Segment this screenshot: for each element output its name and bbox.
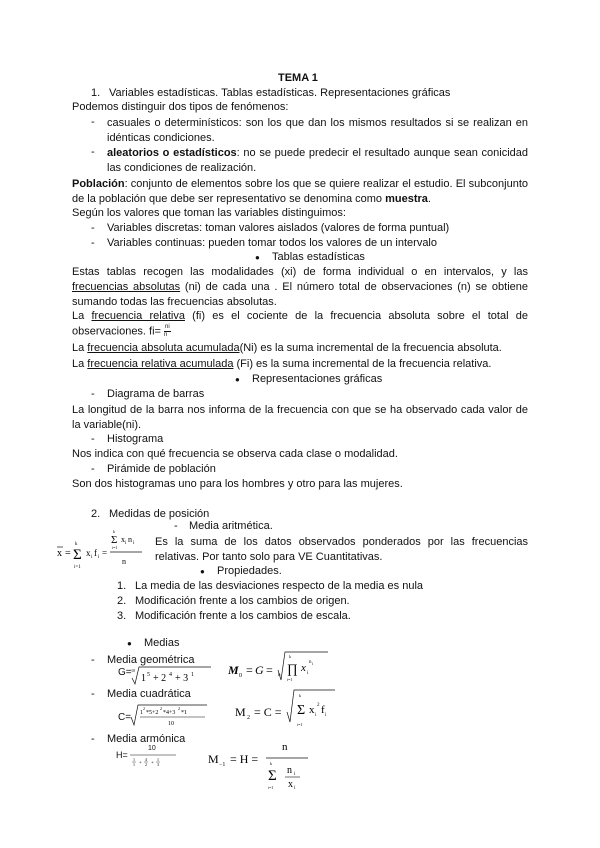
svg-text:n: n bbox=[278, 673, 281, 678]
property-item: Modificación frente a los cambios de origen. bbox=[135, 595, 350, 607]
svg-text:n: n bbox=[309, 660, 312, 665]
diagrama-barras-heading: Diagrama de barras bbox=[107, 388, 205, 400]
abs-acum-line bbox=[72, 342, 502, 354]
svg-text:2: 2 bbox=[247, 715, 250, 721]
quadratic-example bbox=[118, 712, 131, 723]
continuas-item: Variables continuas: pueden tomar todos los valores de un intervalo bbox=[107, 237, 437, 249]
svg-text:M: M bbox=[228, 663, 239, 677]
svg-text:i: i bbox=[315, 713, 317, 718]
svg-text:2: 2 bbox=[317, 703, 320, 708]
svg-text:3: 3 bbox=[157, 762, 159, 767]
quadratic-mean-formula bbox=[235, 688, 345, 736]
list-dash: - bbox=[91, 222, 95, 234]
media-cuadratica-heading: Media cuadrática bbox=[107, 688, 191, 700]
bullet-icon: ● bbox=[127, 639, 132, 648]
rel-text-b: (fi) es el cociente de la frecuencia absoluta sobre el total de observaciones. fi= bbox=[72, 310, 528, 338]
svg-text:10: 10 bbox=[131, 668, 135, 673]
intro-text: Podemos distinguir dos tipos de fenómenos: bbox=[72, 101, 289, 113]
representaciones-heading: Representaciones gráficas bbox=[252, 373, 383, 385]
property-number: 3. bbox=[117, 610, 127, 622]
list-dash: - bbox=[174, 520, 178, 532]
svg-text:=: = bbox=[246, 663, 253, 677]
muestra-term: muestra bbox=[385, 193, 428, 205]
bullet-icon: ● bbox=[200, 567, 205, 576]
svg-text:i: i bbox=[307, 671, 309, 676]
svg-text:x: x bbox=[301, 662, 306, 674]
svg-text:=: = bbox=[266, 663, 273, 677]
histograma-paragraph: Nos indica con qué frecuencia se observa cada clase o modalidad. bbox=[72, 448, 398, 460]
svg-text:10: 10 bbox=[168, 721, 174, 727]
aleatorio-definition: : no se puede predecir el resultado aunque sean conicidad las condiciones de realización. bbox=[107, 147, 528, 174]
svg-text:n: n bbox=[128, 535, 132, 544]
svg-text:*4+3: *4+3 bbox=[163, 710, 176, 716]
svg-text:M: M bbox=[235, 705, 246, 719]
svg-text:Σ: Σ bbox=[268, 768, 277, 784]
svg-text:−1: −1 bbox=[219, 762, 226, 768]
g-prefix: G= bbox=[118, 667, 132, 678]
section-1-heading: Variables estadísticas. Tablas estadísticas. Representaciones gráficas bbox=[109, 87, 451, 99]
svg-text:f: f bbox=[321, 704, 325, 716]
svg-text:1: 1 bbox=[157, 757, 159, 762]
svg-text:n: n bbox=[282, 741, 288, 753]
tablas-text-b: (ni) de cada una . El número total de observaciones (n) se obtiene sumando todas las frecuencias absolutas. bbox=[72, 281, 528, 308]
svg-text:2: 2 bbox=[143, 706, 145, 711]
property-item: La media de las desviaciones respecto de la media es nula bbox=[135, 580, 424, 592]
section-1-number: 1. bbox=[91, 87, 101, 99]
svg-text:1: 1 bbox=[133, 762, 135, 767]
svg-text:i: i bbox=[98, 555, 100, 560]
svg-text:i: i bbox=[294, 786, 296, 791]
tablas-text-a: Estas tablas recogen las modalidades (xi) de forma individual o en intervalos, y las bbox=[72, 266, 528, 278]
svg-text:1: 1 bbox=[140, 710, 143, 716]
page-title: TEMA 1 bbox=[278, 72, 318, 84]
abs-acum-b: (Ni) es la suma incremental de la frecuencia absoluta. bbox=[239, 342, 502, 354]
list-dash: - bbox=[91, 388, 95, 400]
abs-acum-a: La bbox=[72, 342, 88, 354]
barras-paragraph: La longitud de la barra nos informa de la frecuencia con que se ha observado cada valor de la variable(ni). bbox=[72, 404, 528, 431]
poblacion-definition: : conjunto de elementos sobre los que se quiere realizar el estudio. El subconjunto de la población que debe ser representativo se denomina como bbox=[72, 178, 528, 205]
svg-text:n: n bbox=[287, 765, 292, 776]
svg-text:4: 4 bbox=[169, 672, 172, 678]
svg-text:n: n bbox=[122, 557, 126, 566]
svg-text:= H =: = H = bbox=[230, 752, 259, 766]
section-2-heading: Medidas de posición bbox=[109, 508, 210, 520]
muestra-period: . bbox=[427, 193, 431, 205]
svg-text:Σ: Σ bbox=[73, 547, 82, 563]
list-dash: - bbox=[91, 463, 95, 475]
list-dash: - bbox=[91, 654, 95, 666]
svg-text:f: f bbox=[94, 548, 97, 558]
svg-text:i: i bbox=[125, 541, 127, 546]
casual-definition: : son los que dan los mismos resultados si se realizan en idénticas condiciones. bbox=[107, 117, 528, 144]
svg-text:2: 2 bbox=[178, 706, 180, 711]
frecuencia-relativa-acumulada-term: frecuencia relativa acumulada bbox=[87, 358, 234, 370]
frecuencia-relativa-paragraph bbox=[72, 309, 528, 339]
svg-text:x: x bbox=[121, 535, 125, 544]
svg-text:i: i bbox=[91, 555, 93, 560]
svg-text:∏: ∏ bbox=[287, 661, 298, 676]
svg-text:k: k bbox=[75, 542, 78, 547]
media-aritmetica-formula bbox=[55, 528, 150, 576]
svg-text:x: x bbox=[57, 548, 62, 559]
svg-text:= C =: = C = bbox=[254, 705, 282, 719]
piramide-paragraph: Son dos histogramas uno para los hombres y otro para las mujeres. bbox=[72, 478, 403, 490]
svg-text:Σ: Σ bbox=[111, 534, 118, 546]
svg-text:1: 1 bbox=[133, 757, 135, 762]
piramide-heading: Pirámide de población bbox=[107, 463, 216, 475]
svg-text:+: + bbox=[139, 761, 142, 766]
svg-text:M: M bbox=[208, 752, 219, 766]
svg-text:2: 2 bbox=[145, 762, 147, 767]
svg-text:+: + bbox=[151, 761, 154, 766]
svg-text:i=1: i=1 bbox=[112, 545, 118, 550]
media-aritmetica-heading: Media aritmética. bbox=[189, 520, 273, 532]
harmonic-example bbox=[116, 750, 128, 760]
svg-text:k: k bbox=[299, 693, 301, 698]
svg-text:4: 4 bbox=[145, 757, 147, 762]
tablas-heading: Tablas estadísticas bbox=[272, 251, 365, 263]
frecuencia-absoluta-acumulada-term: frecuencia absoluta acumulada bbox=[87, 342, 240, 354]
svg-text:G: G bbox=[255, 663, 264, 677]
rel-acum-b: (Fi) es la suma incremental de la frecuencia relativa. bbox=[233, 358, 492, 370]
fi-denominator: n bbox=[164, 332, 168, 338]
svg-text:i: i bbox=[312, 661, 314, 666]
rel-acum-a: La bbox=[72, 358, 88, 370]
histograma-heading: Histograma bbox=[107, 433, 164, 445]
harmonic-mean-formula bbox=[208, 733, 318, 793]
list-dash: - bbox=[91, 433, 95, 445]
svg-text:x: x bbox=[309, 704, 315, 716]
list-dash: - bbox=[91, 146, 95, 158]
svg-text:0: 0 bbox=[239, 673, 242, 679]
rel-text-a: La bbox=[72, 310, 92, 322]
poblacion-term: Población bbox=[72, 178, 125, 190]
property-number: 1. bbox=[117, 580, 127, 592]
discretas-item: Variables discretas: toman valores aislados (valores de forma puntual) bbox=[107, 222, 450, 234]
fi-fraction bbox=[164, 324, 171, 339]
svg-text:+ 3: + 3 bbox=[175, 673, 189, 684]
svg-text:i: i bbox=[294, 772, 296, 777]
casual-term: casuales o determinísticos bbox=[107, 117, 239, 129]
svg-text:k: k bbox=[270, 761, 272, 766]
aleatorio-item bbox=[107, 146, 528, 176]
rel-acum-line bbox=[72, 358, 491, 370]
medias-heading: Medias bbox=[144, 637, 180, 649]
svg-text:i=1: i=1 bbox=[74, 565, 81, 570]
fi-numerator: ni bbox=[165, 324, 170, 330]
svg-text:1: 1 bbox=[191, 672, 194, 678]
svg-text:k: k bbox=[113, 529, 115, 534]
svg-text:i=1: i=1 bbox=[287, 677, 293, 682]
frecuencia-relativa-term: frecuencia relativa bbox=[91, 310, 185, 322]
geometric-example-radical bbox=[131, 664, 213, 686]
svg-text:+ 2: + 2 bbox=[153, 673, 167, 684]
aleatorio-term: aleatorios o estadísticos bbox=[107, 147, 237, 159]
list-dash: - bbox=[91, 116, 95, 128]
list-dash: - bbox=[91, 688, 95, 700]
quadratic-example-radical bbox=[131, 703, 211, 729]
svg-text:*5+2: *5+2 bbox=[146, 710, 159, 716]
c-prefix: C= bbox=[118, 712, 132, 723]
svg-text:x: x bbox=[288, 779, 293, 790]
poblacion-paragraph bbox=[72, 177, 528, 207]
svg-text:i=1: i=1 bbox=[297, 722, 303, 727]
tablas-paragraph bbox=[72, 265, 528, 310]
bullet-icon: ● bbox=[235, 375, 240, 384]
harmonic-example-numerator: 10 bbox=[148, 745, 156, 752]
svg-text:i: i bbox=[133, 541, 135, 546]
svg-text:5: 5 bbox=[147, 672, 150, 678]
svg-text:i: i bbox=[325, 713, 327, 718]
svg-text:k: k bbox=[289, 654, 291, 659]
media-armonica-heading: Media armónica bbox=[107, 733, 186, 745]
svg-text:x: x bbox=[86, 548, 91, 558]
svg-text:2: 2 bbox=[160, 706, 162, 711]
svg-text:1: 1 bbox=[141, 673, 146, 684]
propiedades-heading: Propiedades. bbox=[217, 565, 282, 577]
svg-text:=: = bbox=[65, 548, 71, 559]
casual-item bbox=[107, 116, 528, 146]
geometric-example bbox=[118, 667, 132, 678]
list-dash: - bbox=[91, 733, 95, 745]
frecuencias-absolutas-term: frecuencias absolutas bbox=[72, 281, 181, 293]
property-item: Modificación frente a los cambios de escala. bbox=[135, 610, 351, 622]
media-aritmetica-paragraph: Es la suma de los datos observados ponderados por las frecuencias relativas. Por tanto solo para VE Cuantitativas. bbox=[155, 536, 528, 563]
svg-text:=: = bbox=[102, 548, 108, 558]
segun-text: Según los valores que toman las variables distinguimos: bbox=[72, 207, 346, 219]
geometric-mean-formula bbox=[228, 650, 348, 690]
list-dash: - bbox=[91, 237, 95, 249]
h-prefix: H= bbox=[116, 750, 128, 760]
svg-text:i=1: i=1 bbox=[268, 785, 274, 790]
section-2-number: 2. bbox=[91, 508, 101, 520]
property-number: 2. bbox=[117, 595, 127, 607]
svg-text:Σ: Σ bbox=[297, 703, 306, 718]
bullet-icon: ● bbox=[255, 253, 260, 262]
harmonic-example-fraction bbox=[128, 752, 180, 774]
svg-text:*1: *1 bbox=[181, 710, 187, 716]
media-geometrica-heading: Media geométrica bbox=[107, 654, 195, 666]
